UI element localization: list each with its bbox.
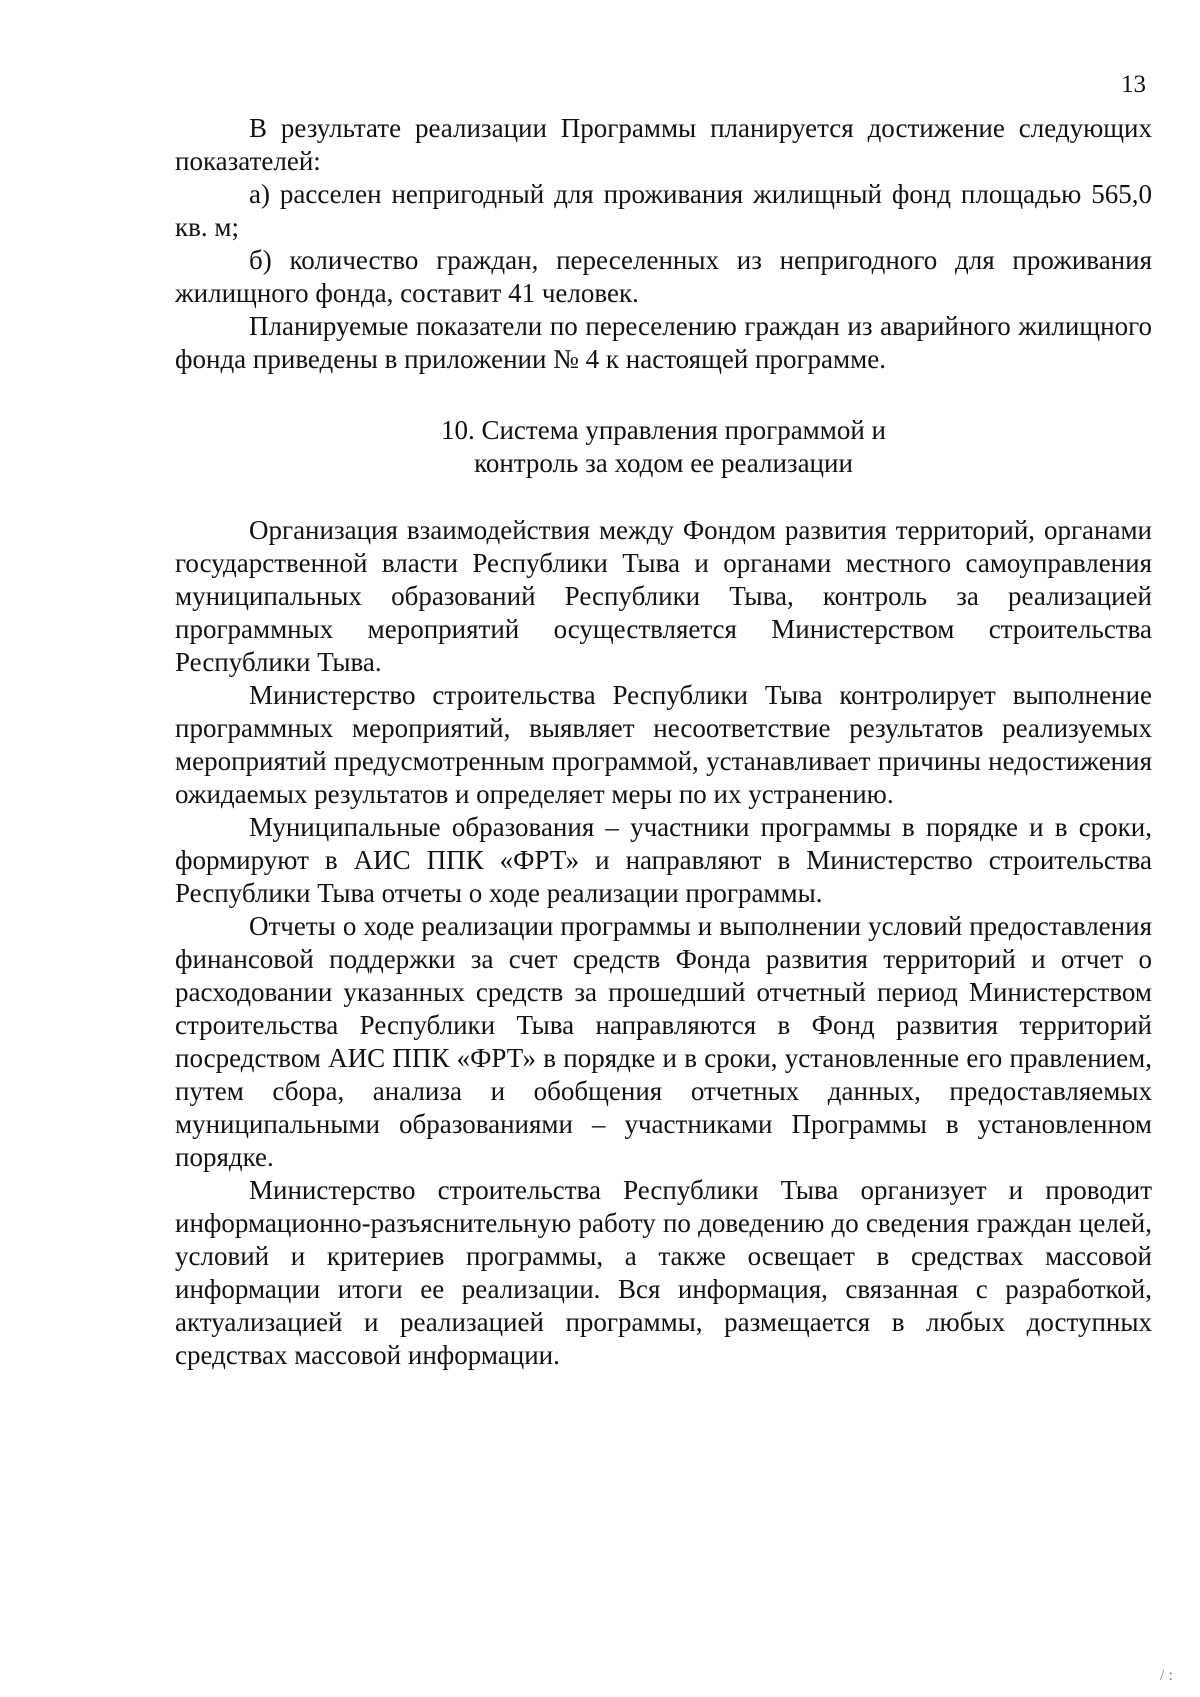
section-paragraph: Министерство строительства Республики Тыва контролирует выполнение программных мероприятий, выявляет несоответствие результатов реализуемых мероприятий предусмотренным программой, устанавливает причины недостижения ожидаемых результатов и определяет меры по их устранению. bbox=[175, 680, 1152, 809]
section-paragraph: Муниципальные образования – участники программы в порядке и в сроки, формируют в АИС ППК «ФРТ» и направляют в Министерство строительства Республики Тыва отчеты о ходе реализации программы. bbox=[175, 812, 1152, 908]
scan-corner-mark: / : bbox=[1160, 1667, 1173, 1684]
section-heading-line-1: 10. Система управления программой и bbox=[440, 415, 887, 445]
intro-paragraph: В результате реализации Программы планируется достижение следующих показателей: bbox=[175, 113, 1152, 176]
indicator-item-b: б) количество граждан, переселенных из непригодного для проживания жилищного фонда, составит 41 человек. bbox=[175, 245, 1152, 308]
indicators-reference-paragraph: Планируемые показатели по переселению граждан из аварийного жилищного фонда приведены в приложении № 4 к настоящей программе. bbox=[175, 311, 1152, 374]
indicator-item-a: а) расселен непригодный для проживания жилищный фонд площадью 565,0 кв. м; bbox=[175, 179, 1152, 242]
section-paragraph: Министерство строительства Республики Тыва организует и проводит информационно-разъяснительную работу по доведению до сведения граждан целей, условий и критериев программы, а также освещает в средствах массовой информации итоги ее реализации. Вся информация, связанная с разработкой, актуализацией и реализацией программы, размещается в любых доступных средствах массовой информации. bbox=[175, 1175, 1152, 1370]
section-paragraph: Организация взаимодействия между Фондом развития территорий, органами государственной власти Республики Тыва и органами местного самоуправления муниципальных образований Республики Тыва, контроль за реализацией программных мероприятий осуществляется Министерством строительства Республики Тыва. bbox=[175, 515, 1152, 677]
section-heading-line-2: контроль за ходом ее реализации bbox=[474, 448, 853, 478]
document-body bbox=[175, 112, 1152, 1372]
section-paragraph: Отчеты о ходе реализации программы и выполнении условий предоставления финансовой поддержки за счет средств Фонда развития территорий и отчет о расходовании указанных средств за прошедший отчетный период Министерством строительства Республики Тыва направляются в Фонд развития территорий посредством АИС ППК «ФРТ» в порядке и в сроки, установленные его правлением, путем сбора, анализа и обобщения отчетных данных, предоставляемых муниципальными образованиями – участниками Программы в установленном порядке. bbox=[175, 911, 1152, 1172]
page-number: 13 bbox=[1121, 71, 1146, 98]
section-heading bbox=[175, 414, 1152, 480]
